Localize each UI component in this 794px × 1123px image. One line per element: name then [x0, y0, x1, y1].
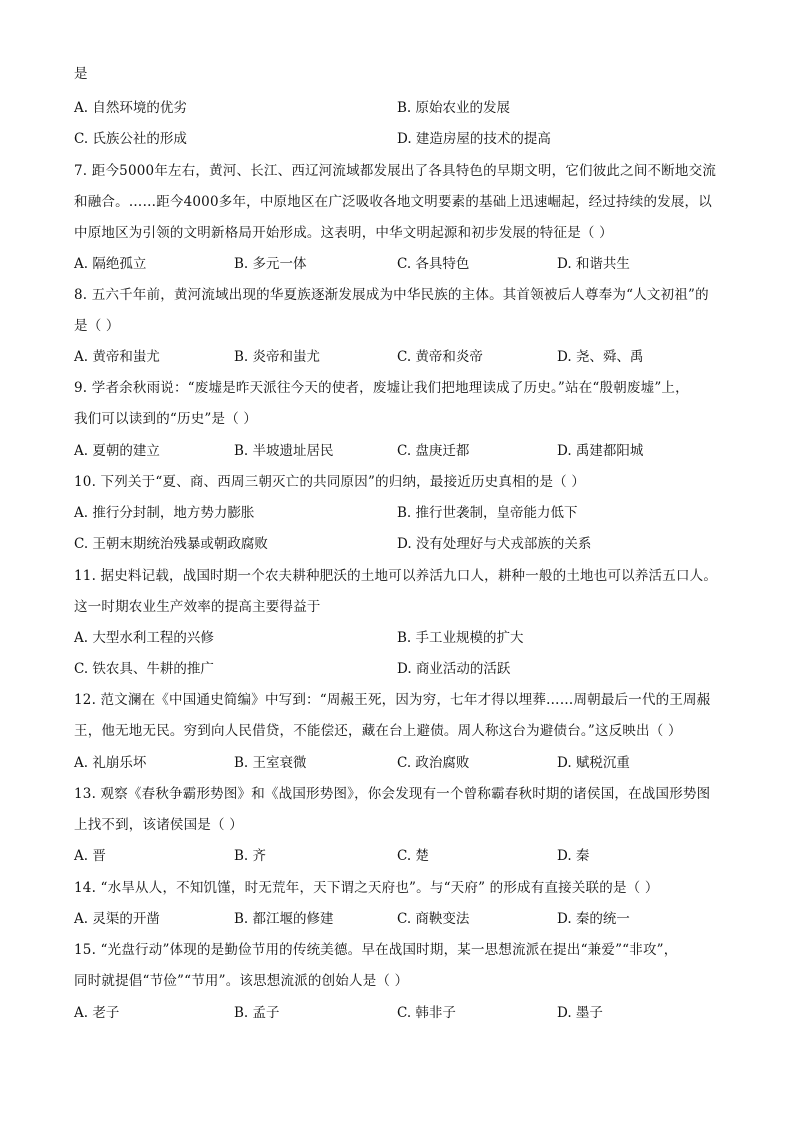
- q12-option-b: B. 王室衰微: [234, 755, 307, 771]
- q9-option-c: C. 盘庚迁都: [397, 443, 470, 459]
- q14-line-1: 14. “水旱从人，不知饥馑，时无荒年，天下谓之天府也”。与“天府” 的形成有直接关联的是（ ）: [74, 880, 659, 896]
- q12-line-2: 王，他无地无民。穷到向人民借贷，不能偿还，藏在台上避债。周人称这台为避债台。”这反映出（ ）: [74, 723, 682, 739]
- q10-option-a: A. 推行分封制，地方势力膨胀: [74, 505, 255, 521]
- q6-option-c: C. 氏族公社的形成: [74, 131, 187, 147]
- q11-line-2: 这一时期农业生产效率的提高主要得益于: [74, 599, 321, 615]
- q15-option-a: A. 老子: [74, 1005, 120, 1021]
- q11-option-d: D. 商业活动的活跃: [397, 661, 511, 677]
- q6-option-b: B. 原始农业的发展: [397, 100, 511, 116]
- q11-option-c: C. 铁农具、牛耕的推广: [74, 661, 214, 677]
- q11-option-b: B. 手工业规模的扩大: [397, 630, 524, 646]
- q14-option-a: A. 灵渠的开凿: [74, 911, 160, 927]
- q10-option-d: D. 没有处理好与犬戎部族的关系: [397, 536, 592, 552]
- q15-line-2: 同时就提倡“节俭”“节用”。该思想流派的创始人是（ ）: [74, 973, 409, 989]
- q15-option-b: B. 孟子: [234, 1005, 280, 1021]
- q6-option-a: A. 自然环境的优劣: [74, 100, 187, 116]
- q12-option-c: C. 政治腐败: [397, 755, 470, 771]
- q7-option-a: A. 隔绝孤立: [74, 256, 147, 272]
- q11-option-a: A. 大型水利工程的兴修: [74, 630, 214, 646]
- q7-option-b: B. 多元一体: [234, 256, 307, 272]
- q8-option-d: D. 尧、舜、禹: [557, 349, 644, 365]
- q12-option-d: D. 赋税沉重: [557, 755, 630, 771]
- q15-option-c: C. 韩非子: [397, 1005, 456, 1021]
- q9-option-a: A. 夏朝的建立: [74, 443, 160, 459]
- q15-line-1: 15. “光盘行动”体现的是勤俭节用的传统美德。早在战国时期，某一思想流派在提出“兼爱”“非攻”，: [74, 942, 678, 958]
- q14-option-d: D. 秦的统一: [557, 911, 630, 927]
- q8-line-1: 8. 五六千年前，黄河流域出现的华夏族逐渐发展成为中华民族的主体。其首领被后人尊奉为“人文初祖”的: [74, 287, 709, 303]
- q9-option-b: B. 半坡遗址居民: [234, 443, 334, 459]
- q12-option-a: A. 礼崩乐坏: [74, 755, 147, 771]
- q9-option-d: D. 禹建都阳城: [557, 443, 644, 459]
- q10-line-1: 10. 下列关于“夏、商、西周三朝灭亡的共同原因”的归纳，最接近历史真相的是（ ）: [74, 474, 586, 490]
- q11-line-1: 11. 据史料记载，战国时期一个农夫耕种肥沃的土地可以养活九口人，耕种一般的土地也可以养活五口人。: [74, 568, 718, 584]
- q10-option-c: C. 王朝末期统治残暴或朝政腐败: [74, 536, 268, 552]
- q8-option-a: A. 黄帝和蚩尤: [74, 349, 160, 365]
- q8-option-b: B. 炎帝和蚩尤: [234, 349, 321, 365]
- q9-line-1: 9. 学者余秋雨说：“废墟是昨天派往今天的使者，废墟让我们把地理读成了历史。”站在“殷朝废墟”上，: [74, 380, 689, 396]
- question-6-tail: 是: [74, 66, 88, 82]
- q10-option-b: B. 推行世袭制，皇帝能力低下: [397, 505, 578, 521]
- q13-line-2: 上找不到，该诸侯国是（ ）: [74, 817, 243, 833]
- q13-option-a: A. 晋: [74, 848, 106, 864]
- q9-line-2: 我们可以读到的“历史”是（ ）: [74, 411, 258, 427]
- q8-option-c: C. 黄帝和炎帝: [397, 349, 483, 365]
- q7-line-1: 7. 距今5000年左右，黄河、长江、西辽河流域都发展出了各具特色的早期文明，它们彼此之间不断地交流: [74, 163, 717, 179]
- q13-option-b: B. 齐: [234, 848, 267, 864]
- q7-option-d: D. 和谐共生: [557, 256, 630, 272]
- q13-line-1: 13. 观察《春秋争霸形势图》和《战国形势图》，你会发现有一个曾称霸春秋时期的诸侯国，在战国形势图: [74, 786, 711, 802]
- q7-line-3: 中原地区为引领的文明新格局开始形成。这表明，中华文明起源和初步发展的特征是（ ）: [74, 225, 613, 241]
- q15-option-d: D. 墨子: [557, 1005, 603, 1021]
- q13-option-d: D. 秦: [557, 848, 590, 864]
- q13-option-c: C. 楚: [397, 848, 429, 864]
- q6-option-d: D. 建造房屋的技术的提高: [397, 131, 551, 147]
- q7-line-2: 和融合。……距今4000多年，中原地区在广泛吸收各地文明要素的基础上迅速崛起，经过持续的发展，以: [74, 194, 712, 210]
- q7-option-c: C. 各具特色: [397, 256, 470, 272]
- q8-line-2: 是（ ）: [74, 318, 120, 334]
- q14-option-b: B. 都江堰的修建: [234, 911, 334, 927]
- q12-line-1: 12. 范文澜在《中国通史简编》中写到：“周赧王死，因为穷，七年才得以埋葬……周朝最后一代的王周赧: [74, 692, 711, 708]
- q14-option-c: C. 商鞅变法: [397, 911, 470, 927]
